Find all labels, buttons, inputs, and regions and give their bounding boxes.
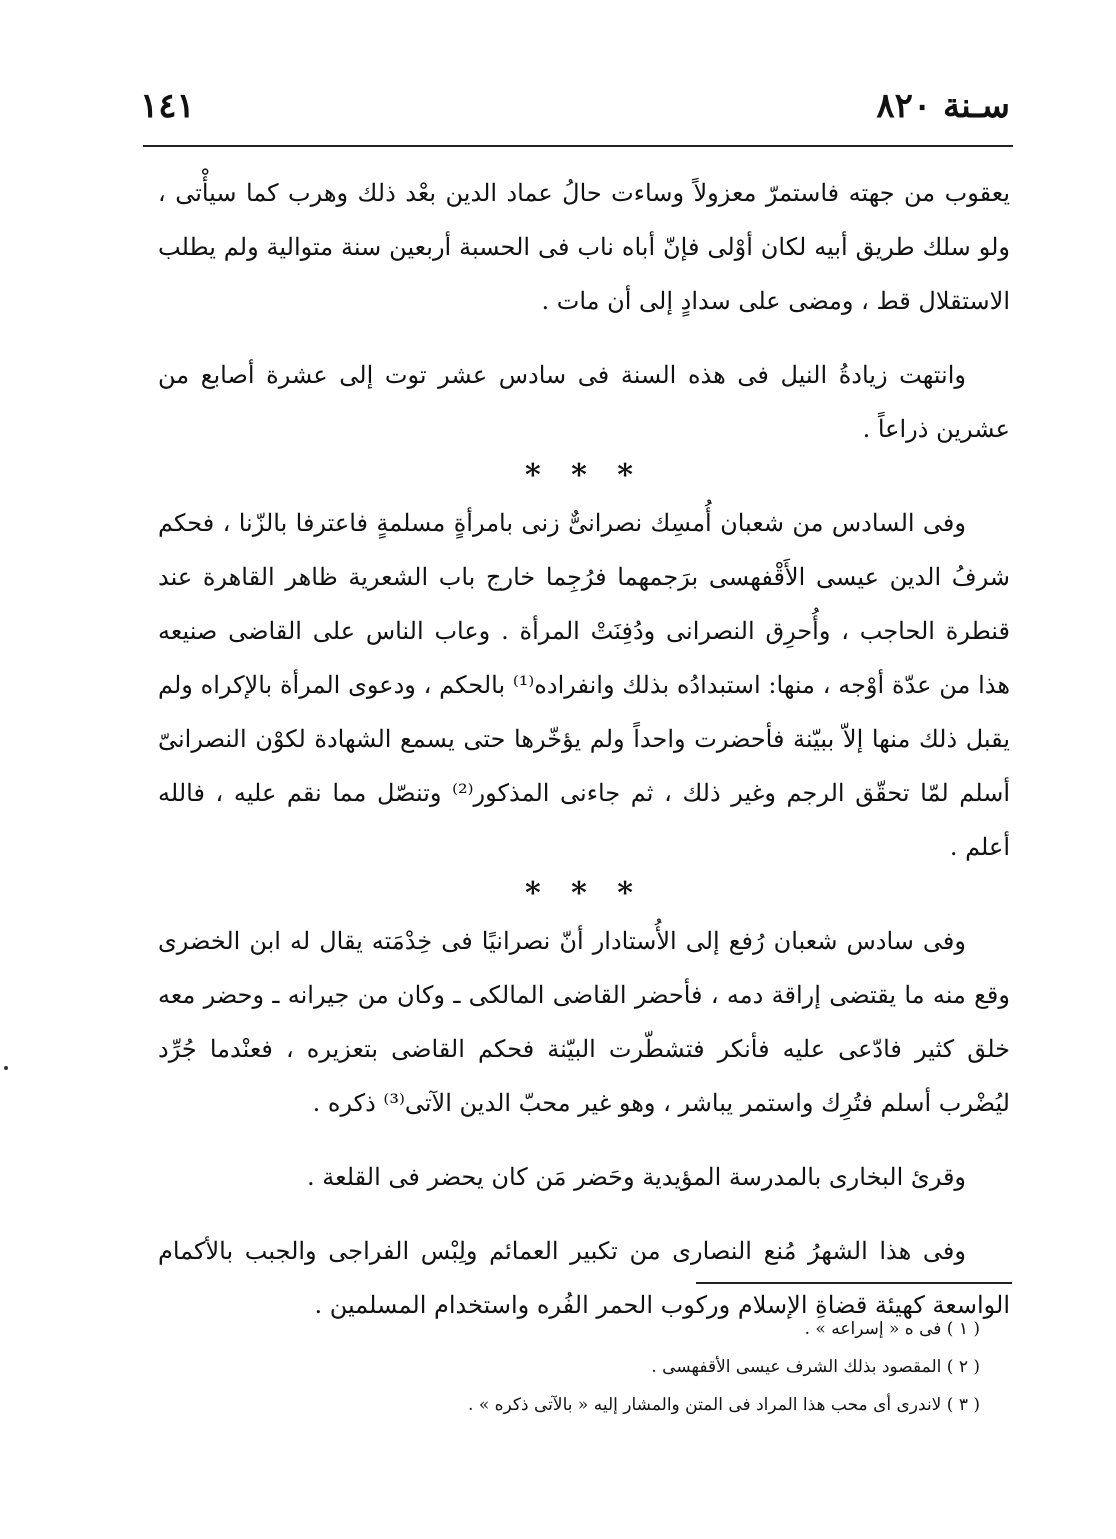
page-number: ١٤١ (140, 86, 195, 126)
section-separator-1: * * * (525, 458, 643, 493)
paragraph-5: وقرئ البخارى بالمدرسة المؤيدية وحَضر مَن كان يحضر فى القلعة . (306, 1163, 966, 1191)
paragraph-3: وفى السادس من شعبان أُمسِك نصرانىٌّ زنى بامرأةٍ مسلمةٍ فاعترفا بالزّنا ، فحكم شرفُ الدين عيسى الأَقْفهسى برَجمهما فرُجِما خارج باب الشعرية ظاهر القاهرة عند قنطرة الحاجب ، وأُحرِق النصرانى ودُفِنَتْ المرأة . وعاب الناس على القاضى صنيعه هذا من عدّة أوْجه ، منها: استبدادُه بذلك وانفراده⁽¹⁾ بالحكم ، ودعوى المرأة بالإكراه ولم يقبل ذلك منها إلاّ ببيّنة فأحضرت واحداً ولم يؤخّرها حتى يسمع الشهادة لكوْن النصرانىّ أسلم لمّا تحقّق الرجم وغير ذلك ، ثم جاءنى المذكور⁽²⁾ وتنصّل مما نقم عليه ، فالله أعلم . (158, 509, 1010, 861)
scan-speck (4, 1066, 8, 1070)
footnotes (380, 1310, 980, 1424)
paragraph-1: يعقوب من جهته فاستمرّ معزولاً وساءت حالُ عماد الدين بعْد ذلك وهرب كما سيأْتى ، ولو سلك طريق أبيه لكان أوْلى فإنّ أباه ناب فى الحسبة أربعين سنة متوالية ولم يطلب الاستقلال قط ، ومضى على سدادٍ إلى أن مات . (158, 179, 1011, 315)
header-rule (143, 145, 1013, 147)
page-header (140, 86, 1010, 136)
paragraph-4: وفى سادس شعبان رُفع إلى الأُستادار أنّ نصرانيًا فى خِدْمَته يقال له ابن الخضرى وقع منه ما يقتضى إراقة دمه ، فأحضر القاضى المالكى ـ وكان من جيرانه ـ وحضر معه خلق كثير فادّعى عليه فأنكر فتشطّرت البيّنة فحكم القاضى بتعزيره ، فعنْدما جُرِّد ليُضْرب أسلم فتُرِك واستمر يباشر ، وهو غير محبّ الدين الآتى⁽³⁾ ذكره . (158, 927, 1010, 1117)
section-separator-2: * * * (525, 876, 643, 911)
footnote-rule (696, 1282, 1012, 1284)
footnote-1: ( ١ ) فى ه « إسراعه » . (804, 1319, 980, 1339)
running-head-year: سـنة ٨٢٠ (876, 86, 1010, 126)
main-text (158, 166, 1010, 1332)
footnote-3: ( ٣ ) لاندرى أى محب هذا المراد فى المتن والمشار إليه « بالآتى ذكره » . (468, 1395, 980, 1415)
paragraph-6: وفى هذا الشهرُ مُنع النصارى من تكبير العمائم ولِبْس الفراجى والجبب بالأكمام الواسعة كهيئة قضاةِ الإسلام وركوب الحمر الفُره واستخدام المسلمين . (158, 1237, 1010, 1319)
footnote-2: ( ٢ ) المقصود بذلك الشرف عيسى الأقفهسى . (651, 1357, 980, 1377)
paragraph-2: وانتهت زيادةُ النيل فى هذه السنة فى سادس عشر توت إلى عشرة أصابع من عشرين ذراعاً . (158, 361, 1010, 443)
